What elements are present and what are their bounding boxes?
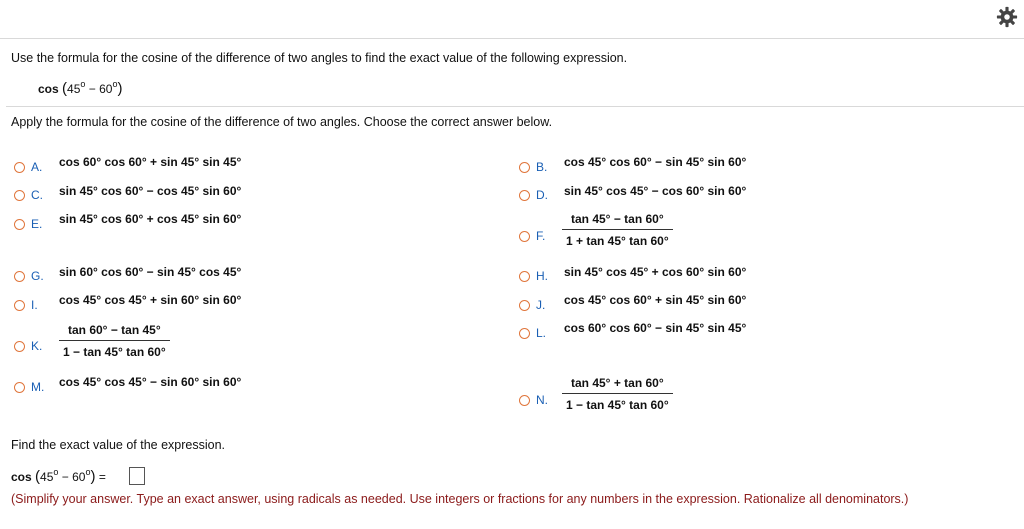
option-i-text: cos 45° cos 45° + sin 60° sin 60° (59, 293, 242, 307)
option-d[interactable]: D. (519, 188, 548, 202)
option-k-denominator: 1 − tan 45° tan 60° (63, 345, 166, 359)
option-j-text: cos 45° cos 60° + sin 45° sin 60° (564, 293, 747, 307)
option-l[interactable]: L. (519, 326, 546, 340)
option-c[interactable]: C. (14, 188, 43, 202)
radio-c[interactable] (14, 190, 25, 201)
answer-prompt: Find the exact value of the expression. (11, 438, 226, 452)
option-e-text: sin 45° cos 60° + cos 45° sin 60° (59, 212, 242, 226)
option-k-numerator: tan 60° − tan 45° (68, 323, 161, 337)
radio-e[interactable] (14, 219, 25, 230)
gear-icon[interactable] (996, 6, 1018, 28)
option-a-text: cos 60° cos 60° + sin 45° sin 45° (59, 155, 242, 169)
question-divider (6, 106, 1024, 107)
radio-j[interactable] (519, 300, 530, 311)
option-g-text: sin 60° cos 60° − sin 45° cos 45° (59, 265, 242, 279)
answer-input[interactable] (129, 467, 145, 485)
option-a[interactable]: A. (14, 160, 42, 174)
option-n[interactable]: N. (519, 393, 548, 407)
option-j[interactable]: J. (519, 298, 545, 312)
option-f-fraction (562, 212, 673, 248)
apply-instruction: Apply the formula for the cosine of the difference of two angles. Choose the correct answer below. (11, 115, 553, 129)
radio-i[interactable] (14, 300, 25, 311)
radio-g[interactable] (14, 271, 25, 282)
option-f[interactable]: F. (519, 229, 545, 243)
radio-f[interactable] (519, 231, 530, 242)
radio-a[interactable] (14, 162, 25, 173)
option-m-text: cos 45° cos 45° − sin 60° sin 60° (59, 375, 242, 389)
option-n-numerator: tan 45° + tan 60° (571, 376, 664, 390)
option-n-fraction (562, 376, 673, 412)
radio-h[interactable] (519, 271, 530, 282)
radio-d[interactable] (519, 190, 530, 201)
option-m[interactable]: M. (14, 380, 44, 394)
option-e[interactable]: E. (14, 217, 42, 231)
radio-n[interactable] (519, 395, 530, 406)
option-f-denominator: 1 + tan 45° tan 60° (566, 234, 669, 248)
radio-m[interactable] (14, 382, 25, 393)
option-f-numerator: tan 45° − tan 60° (571, 212, 664, 226)
option-k-fraction (59, 323, 170, 359)
radio-l[interactable] (519, 328, 530, 339)
option-i[interactable]: I. (14, 298, 38, 312)
answer-expression: $\cos (45^o - 60^o)$ = (11, 467, 106, 485)
top-divider (0, 38, 1024, 39)
option-k[interactable]: K. (14, 339, 42, 353)
option-b-text: cos 45° cos 60° − sin 45° sin 60° (564, 155, 747, 169)
option-h-text: sin 45° cos 45° + cos 60° sin 60° (564, 265, 747, 279)
question-expression: $\cos (45^o - 60^o)$ (38, 79, 123, 97)
option-c-text: sin 45° cos 60° − cos 45° sin 60° (59, 184, 242, 198)
option-h[interactable]: H. (519, 269, 548, 283)
option-n-denominator: 1 − tan 45° tan 60° (566, 398, 669, 412)
radio-b[interactable] (519, 162, 530, 173)
option-l-text: cos 60° cos 60° − sin 45° sin 45° (564, 321, 747, 335)
option-g[interactable]: G. (14, 269, 44, 283)
question-instruction: Use the formula for the cosine of the difference of two angles to find the exact value of the following expression. (11, 51, 628, 65)
option-d-text: sin 45° cos 45° − cos 60° sin 60° (564, 184, 747, 198)
option-b[interactable]: B. (519, 160, 547, 174)
radio-k[interactable] (14, 341, 25, 352)
answer-hint: (Simplify your answer. Type an exact answer, using radicals as needed. Use integers or fractions for any numbers in the expression. Rationalize all denominators.) (11, 492, 909, 506)
